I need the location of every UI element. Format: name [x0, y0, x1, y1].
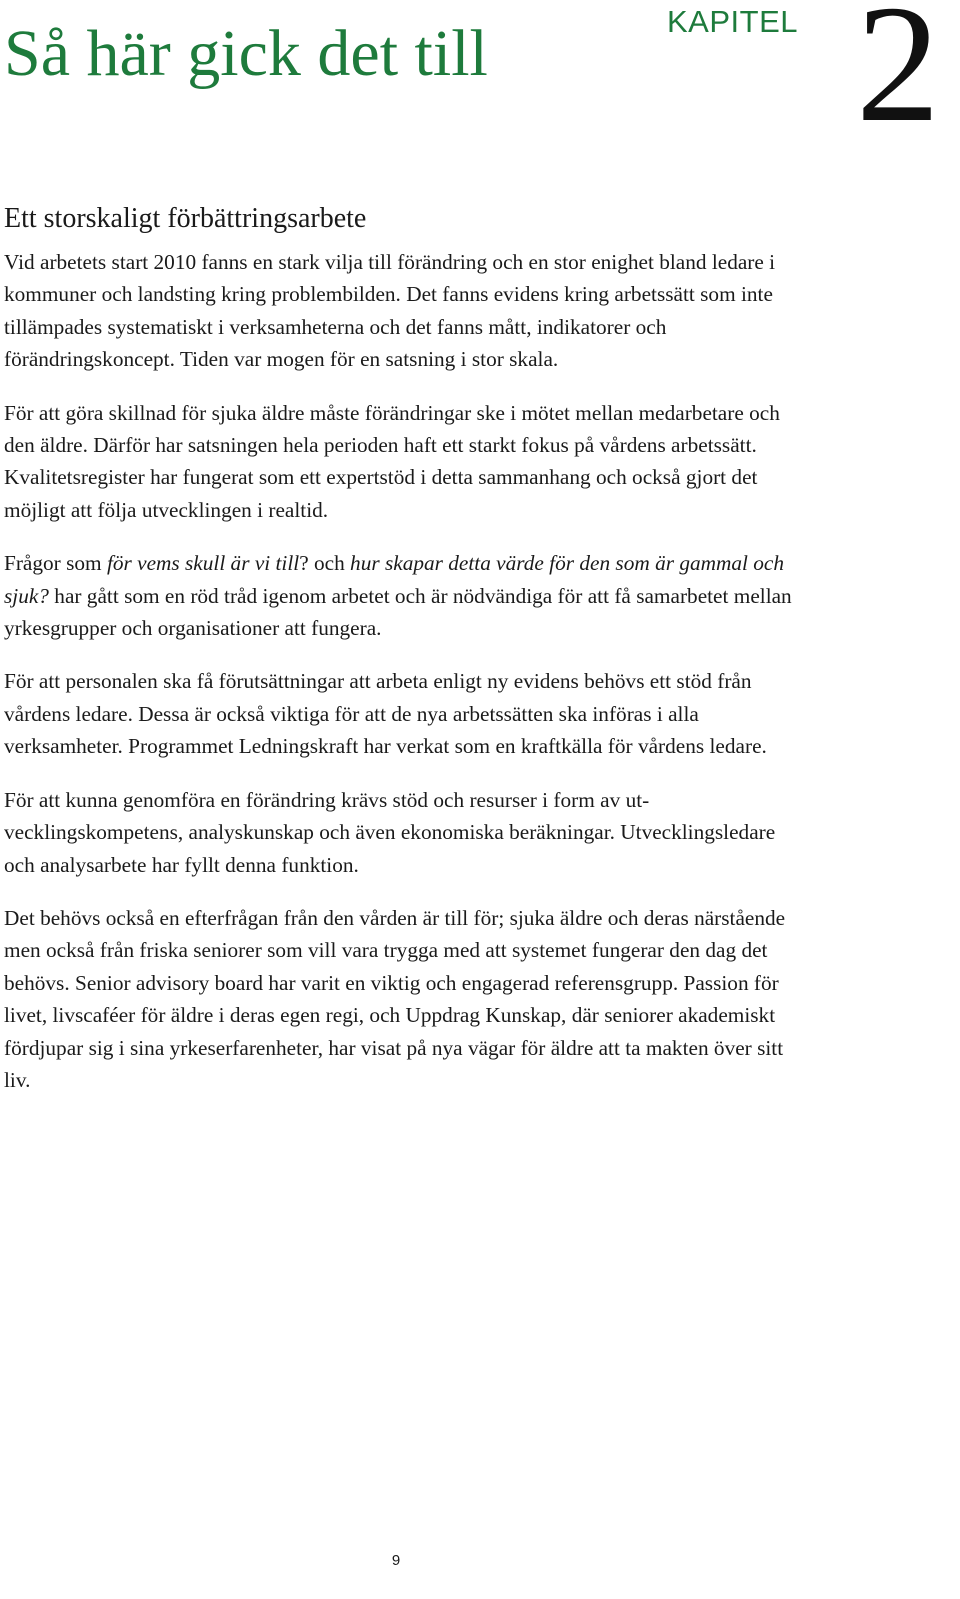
chapter-title: Så här gick det till	[4, 17, 488, 90]
paragraph-1: Vid arbetets start 2010 fanns en stark vilja till förändring och en stor enighet bland ledare i kommuner och landsting kring problembilden. Det fanns evidens kring arbetssätt som inte tillämpades systematiskt i verksamheterna och det fanns mått, indikatorer och förändringskoncept. Tiden var mogen för en satsning i stor skala.	[4, 250, 776, 372]
chapter-number: 2	[856, 0, 940, 157]
paragraph-3-italic-2: hur skapar detta värde för den som är gammal och sjuk?	[4, 551, 785, 608]
page-number: 9	[391, 1552, 401, 1569]
paragraph-5: För att kunna genomföra en förändring krävs stöd och resurser i form av utvecklingskompetens, analyskunskap och även ekonomiska beräkningar. Utvecklingsledare och analysarbete har fyllt denna funktion.	[4, 787, 776, 877]
paragraph-3-text-3: har gått som en röd tråd igenom arbetet och är nödvändiga för att få samarbetet mellan yrkesgrupper och organisationer att fungera.	[4, 583, 792, 641]
section-heading: Ett storskaligt förbättringsarbete	[4, 203, 367, 234]
paragraph-2: För att göra skillnad för sjuka äldre måste förändringar ske i mötet mellan medarbetare och den äldre. Därför har satsningen hela perioden haft ett starkt fokus på vårdens arbetssätt. Kvalitetsregister har fungerat som ett expertstöd i detta sammanhang och också gjort det möjligt att följa utvecklingen i realtid.	[4, 400, 780, 522]
kapitel-label: KAPITEL	[667, 4, 798, 39]
paragraph-3-italic-1: för vems skull är vi till	[106, 551, 300, 576]
paragraph-6: Det behövs också en efterfrågan från den vården är till för; sjuka äldre och deras närstående men också från friska seniorer som vill vara trygga med att systemet fungerar den dag det behövs. Senior advisory board har varit en viktig och engagerad referensgrupp. Passion för livet, livscaféer för äldre i deras egen regi, och Uppdrag Kunskap, där seniorer akademiskt fördjupar sig i sina yrkeserfarenheter, har visat på nya vägar för äldre att ta makten över sitt liv.	[4, 905, 786, 1092]
body-text	[4, 246, 804, 1117]
paragraph-3-text-1: Frågor som	[4, 551, 107, 576]
paragraph-3	[4, 547, 804, 644]
paragraph-3-text-2: ? och	[299, 551, 351, 576]
paragraph-4: För att personalen ska få förutsättningar att arbeta enligt ny evidens behövs ett stöd från vårdens ledare. Dessa är också viktiga för att de nya arbetssätten ska införas i alla verksamheter. Programmet Ledningskraft har verkat som en kraftkälla för vårdens ledare.	[4, 669, 767, 759]
